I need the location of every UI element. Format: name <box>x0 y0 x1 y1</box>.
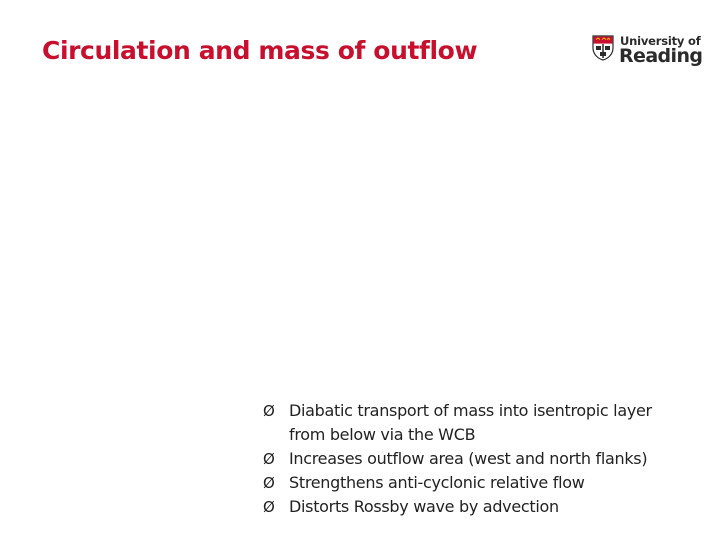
bullet-item <box>262 399 712 447</box>
bullet-item <box>262 495 712 519</box>
bullet-text: Increases outflow area (west and north flanks) <box>289 449 648 468</box>
bullet-item <box>262 447 712 471</box>
bullet-item <box>262 471 712 495</box>
bullet-arrow-icon: Ø <box>263 402 275 420</box>
logo-line-2: Reading <box>619 45 703 67</box>
crest-icon <box>592 35 614 61</box>
slide-title: Circulation and mass of outflow <box>42 36 478 65</box>
university-logo <box>592 34 703 68</box>
bullet-arrow-icon: Ø <box>263 450 275 468</box>
bullet-text: Distorts Rossby wave by advection <box>289 497 559 516</box>
bullet-text: Strengthens anti-cyclonic relative flow <box>289 473 585 492</box>
bullet-list <box>262 399 712 519</box>
bullet-text-continued: from below via the WCB <box>289 425 476 444</box>
logo-line-1: University of <box>620 34 701 48</box>
bullet-arrow-icon: Ø <box>263 498 275 516</box>
bullet-text: Diabatic transport of mass into isentropic layer <box>289 401 652 420</box>
bullet-arrow-icon: Ø <box>263 474 275 492</box>
